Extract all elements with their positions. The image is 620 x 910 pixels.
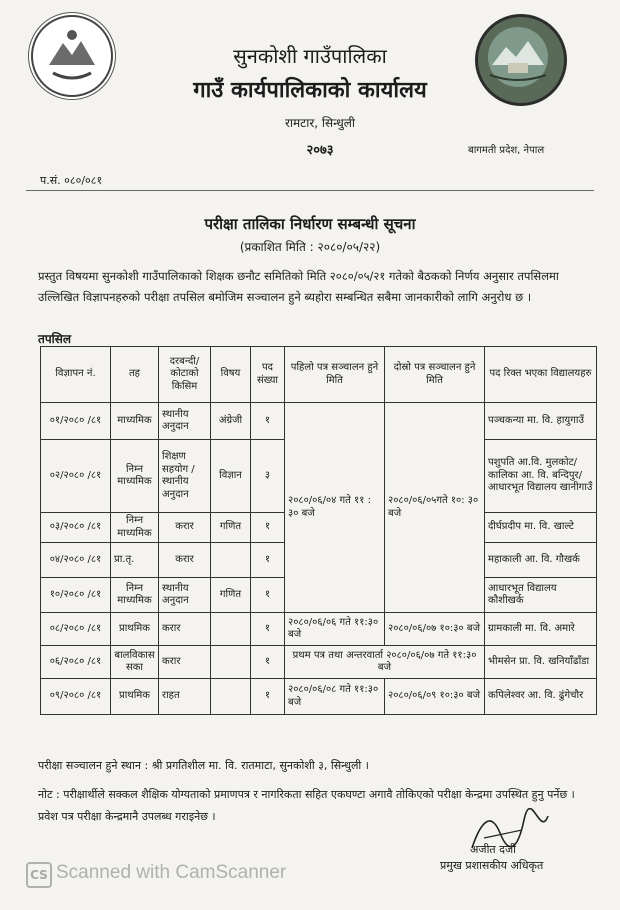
cell-posts: १	[251, 403, 285, 440]
office-stamp	[374, 107, 461, 174]
exam-schedule-table	[40, 346, 597, 715]
cell-level: प्राथमिक	[111, 679, 159, 715]
signatory-name: अजीत दर्जी	[470, 843, 517, 856]
cell-paper2: २०८०/०६/०७ १०:३० बजे	[385, 613, 485, 646]
published-date: (प्रकाशित मिति : २०८०/०५/२२)	[239, 240, 381, 254]
cell-subject: गणित	[211, 513, 251, 543]
cell-level: प्राथमिक	[111, 613, 159, 646]
cell-merged-schedule: प्रथम पत्र तथा अन्तरवार्ता २०८०/०६/०७ गते ११:३० बजे	[285, 646, 485, 679]
reference-number: प.सं. ०८०/०८१	[40, 174, 103, 187]
notice-title: परीक्षा तालिका निर्धारण सम्बन्धी सूचना	[204, 215, 416, 233]
cell-level: प्रा.तृ.	[111, 543, 159, 578]
signatory-title: प्रमुख प्रशासकीय अधिकृत	[440, 859, 544, 872]
cell-ad-no: ०६/२०८० /८१	[41, 646, 111, 679]
cell-ad-no: ०१/२०८० /८१	[41, 403, 111, 440]
cell-school: पञ्चकन्या मा. वि. हायुगाउँ	[485, 403, 597, 440]
tapasil-label: तपसिल	[38, 332, 72, 346]
cell-type: करार	[159, 646, 211, 679]
cell-posts: ३	[251, 440, 285, 513]
table-row	[41, 613, 597, 646]
cell-school: कपिलेश्वर आ. वि. ढुंगेचौर	[485, 679, 597, 715]
cell-paper1: २०८०/०६/०८ गते ११:३० बजे	[285, 679, 385, 715]
cell-subject: अंग्रेजी	[211, 403, 251, 440]
cell-school: महाकाली आ. वि. गौखर्क	[485, 543, 597, 578]
cell-ad-no: १०/२०८० /८१	[41, 578, 111, 613]
cell-type: शिक्षण सहयोग /स्थानीय अनुदान	[159, 440, 211, 513]
cell-ad-no: ०३/२०८० /८१	[41, 513, 111, 543]
cell-school: पशुपति आ.वि. मुलकोट/कालिका आ. वि. बन्दिपुर/ आधारभूत विद्यालय खानीगाउँ	[485, 440, 597, 513]
table-header-row	[41, 347, 597, 403]
cell-subject: विज्ञान	[211, 440, 251, 513]
cell-level: बालविकास सका	[111, 646, 159, 679]
cell-level: निम्न माध्यमिक	[111, 440, 159, 513]
header-paper1: पहिलो पत्र सञ्चालन हुने मिति	[285, 347, 385, 403]
municipality-logo	[475, 14, 567, 106]
cell-posts: १	[251, 646, 285, 679]
cell-school: ग्रामकाली मा. वि. अमारे	[485, 613, 597, 646]
table-row	[41, 646, 597, 679]
cell-paper2: २०८०/०६/०९ १०:३० बजे	[385, 679, 485, 715]
notice-body: प्रस्तुत विषयमा सुनकोशी गाउँपालिकाको शिक्षक छनौट समितिको मिति २०८०/०५/२१ गतेको बैठकको निर्णय अनुसार तपसिलमा उल्लिखित विज्ञापनहरुको परीक्षा तपसिल बमोजिम सञ्चालन हुने ब्यहोरा सम्बन्धित सबैमा जानकारीको लागि अनुरोध छ ।	[38, 269, 559, 304]
cell-posts: १	[251, 679, 285, 715]
cell-posts: १	[251, 543, 285, 578]
header-ad-no: विज्ञापन नं.	[41, 347, 111, 403]
cell-type: स्थानीय अनुदान	[159, 403, 211, 440]
cell-ad-no: ०८/२०८० /८१	[41, 613, 111, 646]
office-name: गाउँ कार्यपालिकाको कार्यालय	[193, 78, 427, 103]
cell-group-paper1: २०८०/०६/०४ गते ११ : ३० बजे	[285, 403, 385, 613]
cell-level: माध्यमिक	[111, 403, 159, 440]
province-label: बागमती प्रदेश, नेपाल	[468, 145, 545, 156]
cell-school: आधारभूत विद्यालय कौशीखर्क	[485, 578, 597, 613]
header-subject: विषय	[211, 347, 251, 403]
header-type: दरबन्दी/ कोटाको किसिम	[159, 347, 211, 403]
office-address: रामटार, सिन्धुली	[284, 116, 356, 130]
cell-paper1: २०८०/०६/०६ गते ११:३० बजे	[285, 613, 385, 646]
cell-type: करार	[159, 513, 211, 543]
cell-type: राहत	[159, 679, 211, 715]
cell-subject	[211, 646, 251, 679]
header-schools: पद रिक्त भएका विद्यालयहरु	[485, 347, 597, 403]
cell-school: भीमसेन प्रा. वि. खनियाँढाँडा	[485, 646, 597, 679]
cell-subject	[211, 613, 251, 646]
cell-group-paper2: २०८०/०६/०५गते १०: ३० बजे	[385, 403, 485, 613]
header-divider	[26, 190, 594, 191]
cell-posts: १	[251, 613, 285, 646]
nepal-emblem-logo	[28, 12, 116, 100]
established-year: २०७३	[306, 143, 334, 158]
cell-type: स्थानीय अनुदान	[159, 578, 211, 613]
cell-type: करार	[159, 543, 211, 578]
cell-posts: १	[251, 578, 285, 613]
cell-subject	[211, 543, 251, 578]
municipality-name: सुनकोशी गाउँपालिका	[233, 44, 387, 68]
cell-school: दीर्घप्रदीप मा. वि. खाल्टे	[485, 513, 597, 543]
cell-type: करार	[159, 613, 211, 646]
cell-ad-no: ०४/२०८० /८१	[41, 543, 111, 578]
camscanner-watermark: Scanned with CamScanner	[56, 862, 287, 883]
exam-note: नोट : परीक्षार्थीले सक्कल शैक्षिक योग्यताको प्रमाणपत्र र नागरिकता सहित एकघण्टा अगावै तोकिएको परीक्षा केन्द्रमा उपस्थित हुनु पर्नेछ । प्रवेश पत्र परीक्षा केन्द्रमानै उपलब्ध गराइनेछ ।	[38, 788, 575, 823]
header-posts: पद संख्या	[251, 347, 285, 403]
cell-subject	[211, 679, 251, 715]
camscanner-logo: CS	[26, 862, 52, 888]
header-level: तह	[111, 347, 159, 403]
cell-level: निम्न माध्यमिक	[111, 578, 159, 613]
cell-ad-no: ०२/२०८० /८१	[41, 440, 111, 513]
exam-venue: परीक्षा सञ्चालन हुने स्थान : श्री प्रगतिशील मा. वि. रातमाटा, सुनकोशी ३, सिन्धुली ।	[38, 759, 369, 772]
table-row	[41, 403, 597, 440]
cell-ad-no: ०९/२०८० /८१	[41, 679, 111, 715]
table-row	[41, 679, 597, 715]
header-paper2: दोस्रो पत्र सञ्चालन हुने मिति	[385, 347, 485, 403]
cell-posts: १	[251, 513, 285, 543]
cell-subject: गणित	[211, 578, 251, 613]
cell-level: निम्न माध्यमिक	[111, 513, 159, 543]
